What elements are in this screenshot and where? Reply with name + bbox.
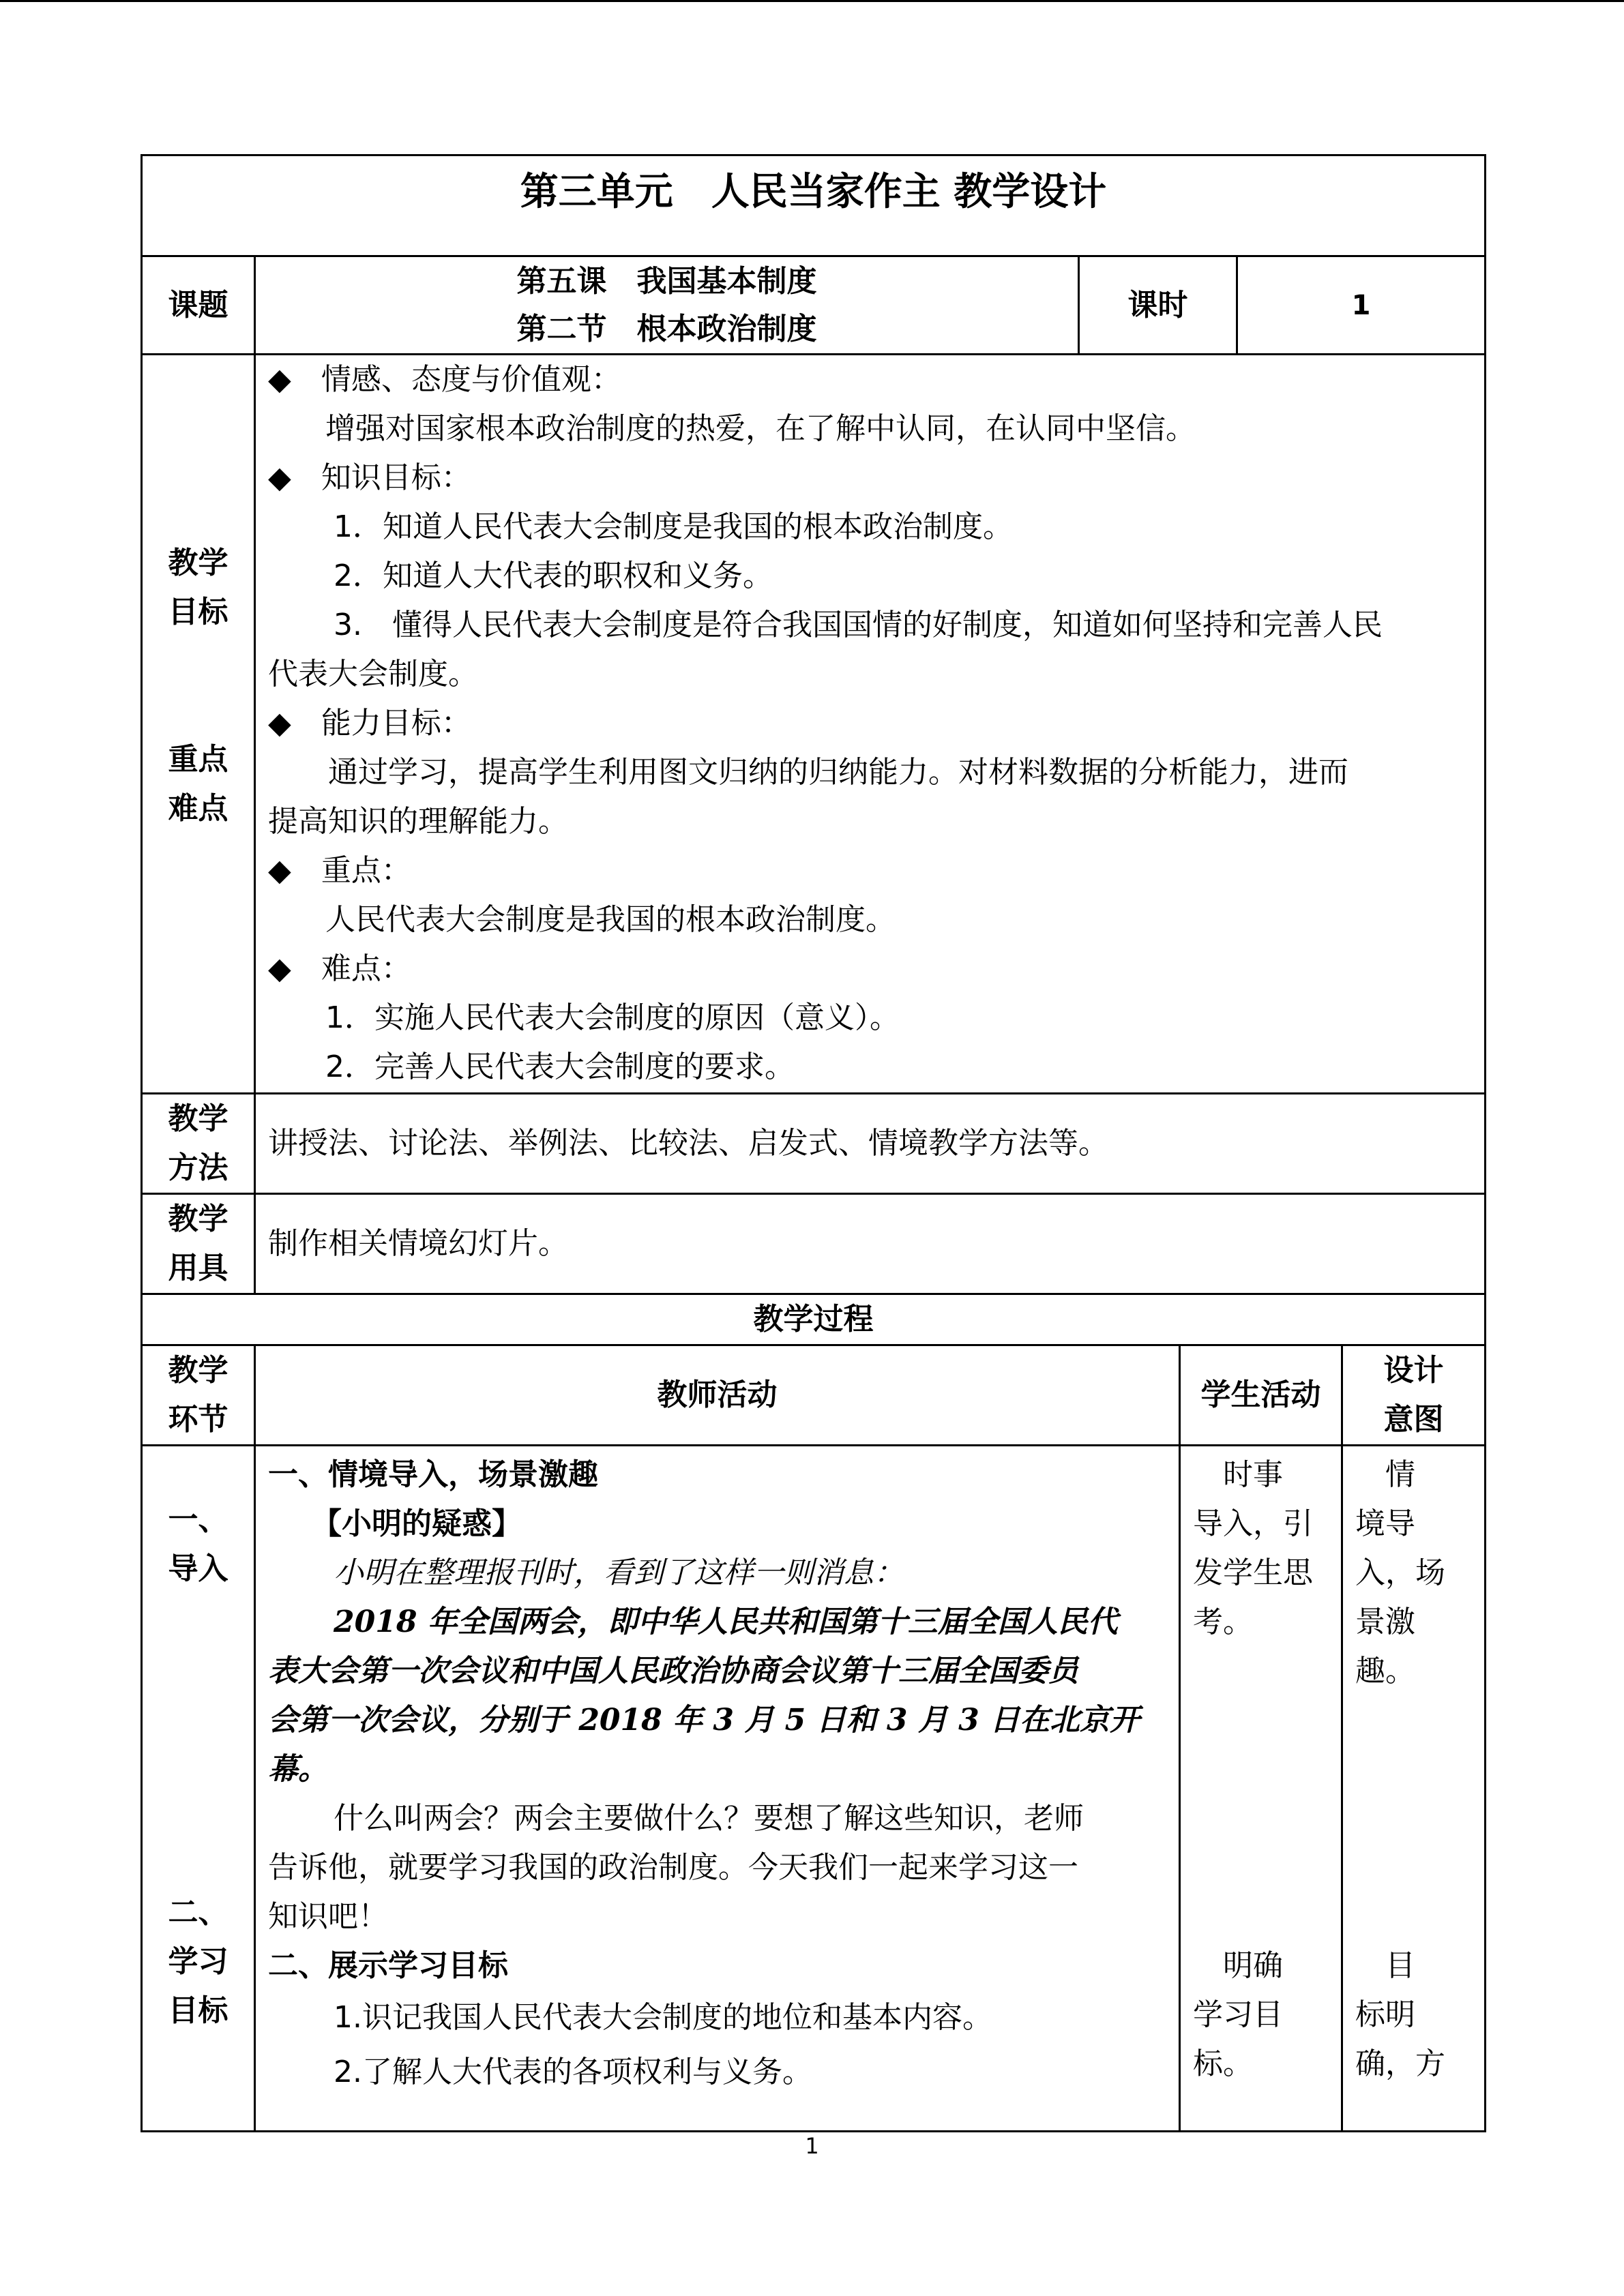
- teacher-heading-2: 二、展示学习目标: [268, 1948, 508, 1983]
- objectives-label-b: 目标: [168, 594, 228, 629]
- tools-label-b: 用具: [168, 1251, 228, 1285]
- bullet-icon: ◆: [268, 951, 291, 986]
- story-line-2: 2018 年全国两会，即中华人民共和国第十三届全国人民代: [334, 1605, 1118, 1639]
- col-student-header: 学生活动: [1180, 1345, 1342, 1446]
- intent-line-4: 景激: [1355, 1605, 1415, 1639]
- knowledge-item-1: 1．知道人民代表大会制度是我国的根本政治制度。: [334, 509, 1013, 544]
- student-activity: [1180, 1446, 1342, 2132]
- knowledge-item-3-a: 3. 懂得人民代表大会制度是符合我国国情的好制度，知道如何坚持和完善人民: [334, 608, 1383, 642]
- knowledge-heading: 知识目标：: [321, 460, 471, 495]
- ability-heading: 能力目标：: [321, 706, 471, 741]
- ability-text-a: 通过学习，提高学生利用图文归纳的归纳能力。对材料数据的分析能力，进而: [328, 755, 1348, 790]
- teacher-activity: [255, 1446, 1180, 2132]
- student-line-4: 考。: [1193, 1605, 1253, 1639]
- hours-value: 1: [1237, 256, 1486, 355]
- intent-line-6: 目: [1355, 1948, 1415, 1983]
- tools-label-a: 教学: [168, 1202, 228, 1236]
- col-stage-b: 环节: [168, 1402, 228, 1437]
- teacher-sub-1: 【小明的疑惑】: [312, 1506, 522, 1541]
- story-line-4: 会第一次会议，分别于 2018 年 3 月 5 日和 3 月 3 日在北京开: [268, 1703, 1140, 1738]
- objectives-label-a: 教学: [168, 545, 228, 580]
- method-label-a: 教学: [168, 1101, 228, 1136]
- difficulty-heading: 难点：: [321, 951, 411, 986]
- lesson-plan-page: [141, 154, 1484, 2132]
- col-teacher-header: 教师活动: [255, 1345, 1180, 1446]
- question-line-2: 告诉他，就要学习我国的政治制度。今天我们一起来学习这一: [268, 1850, 1078, 1885]
- bullet-icon: ◆: [268, 362, 291, 397]
- ability-text-b: 提高知识的理解能力。: [268, 804, 568, 839]
- objectives-content: [255, 355, 1486, 1094]
- student-line-2: 导入，引: [1193, 1506, 1313, 1541]
- method-label: [142, 1094, 255, 1194]
- lesson-label: 课题: [142, 256, 255, 355]
- intent-line-8: 确，方: [1355, 2046, 1445, 2081]
- knowledge-item-3-b: 代表大会制度。: [268, 657, 478, 691]
- difficulty-item-1: 1．实施人民代表大会制度的原因（意义）。: [325, 1000, 900, 1035]
- stage2-num: 二、: [168, 1895, 228, 1930]
- knowledge-item-2: 2．知道人大代表的职权和义务。: [334, 558, 773, 593]
- col-intent-b: 意图: [1383, 1402, 1444, 1437]
- document-title: 第三单元 人民当家作主 教学设计: [142, 155, 1486, 256]
- lesson-title: [255, 256, 1079, 355]
- student-line-6: 学习目: [1193, 1997, 1283, 2032]
- stage2-name-a: 学习: [168, 1944, 228, 1979]
- goal-item-1: 1.识记我国人民代表大会制度的地位和基本内容。: [334, 2000, 992, 2035]
- col-stage-header: [142, 1345, 255, 1446]
- col-intent-a: 设计: [1383, 1353, 1444, 1388]
- bullet-icon: ◆: [268, 460, 291, 495]
- teacher-heading-1: 一、情境导入，场景激趣: [268, 1457, 598, 1492]
- story-line-3: 表大会第一次会议和中国人民政治协商会议第十三届全国委员: [268, 1654, 1078, 1688]
- question-line-3: 知识吧！: [268, 1899, 388, 1934]
- bullet-icon: ◆: [268, 706, 291, 741]
- method-text: 讲授法、讨论法、举例法、比较法、启发式、情境教学方法等。: [255, 1094, 1486, 1194]
- col-intent-header: [1342, 1345, 1486, 1446]
- lesson-title-line1: 第五课 我国基本制度: [516, 263, 817, 299]
- goal-item-2: 2.了解人大代表的各项权利与义务。: [334, 2055, 812, 2089]
- design-intent: [1342, 1446, 1486, 2132]
- intent-line-5: 趣。: [1355, 1654, 1415, 1688]
- teaching-process-table: [141, 1293, 1486, 2132]
- stage1-name: 导入: [168, 1551, 228, 1586]
- key-heading: 重点：: [321, 853, 411, 888]
- question-line-1: 什么叫两会？两会主要做什么？要想了解这些知识，老师: [334, 1801, 1084, 1836]
- process-header: 教学过程: [142, 1294, 1486, 1345]
- hours-label: 课时: [1079, 256, 1237, 355]
- intent-line-3: 入，场: [1355, 1555, 1445, 1590]
- intent-line-2: 境导: [1355, 1506, 1415, 1541]
- objectives-label: [142, 355, 255, 1094]
- page-number: 1: [805, 2133, 819, 2159]
- stage2-name-b: 目标: [168, 1993, 228, 2028]
- stage-cell: [142, 1446, 255, 2132]
- bullet-icon: ◆: [268, 853, 291, 888]
- emotion-text: 增强对国家根本政治制度的热爱，在了解中认同，在认同中坚信。: [325, 411, 1196, 446]
- student-line-3: 发学生思: [1193, 1555, 1313, 1590]
- col-stage-a: 教学: [168, 1353, 228, 1388]
- lesson-title-line2: 第二节 根本政治制度: [516, 311, 817, 346]
- key-label-b: 难点: [168, 790, 228, 826]
- story-line-1: 小明在整理报刊时，看到了这样一则消息：: [334, 1555, 904, 1590]
- method-label-b: 方法: [168, 1150, 228, 1185]
- intent-line-7: 标明: [1355, 1997, 1415, 2032]
- tools-text: 制作相关情境幻灯片。: [255, 1194, 1486, 1294]
- lesson-info-table: [141, 154, 1486, 1295]
- student-line-5: 明确: [1193, 1948, 1283, 1983]
- key-text: 人民代表大会制度是我国的根本政治制度。: [325, 902, 896, 937]
- student-line-1: 时事: [1193, 1457, 1283, 1492]
- emotion-heading: 情感、态度与价值观：: [321, 362, 621, 397]
- intent-line-1: 情: [1355, 1457, 1415, 1492]
- key-label-a: 重点: [168, 741, 228, 777]
- stage1-num: 一、: [168, 1502, 228, 1537]
- student-line-7: 标。: [1193, 2046, 1253, 2081]
- story-line-5: 幕。: [268, 1752, 328, 1787]
- top-border: [0, 0, 1624, 2]
- tools-label: [142, 1194, 255, 1294]
- difficulty-item-2: 2．完善人民代表大会制度的要求。: [325, 1049, 795, 1084]
